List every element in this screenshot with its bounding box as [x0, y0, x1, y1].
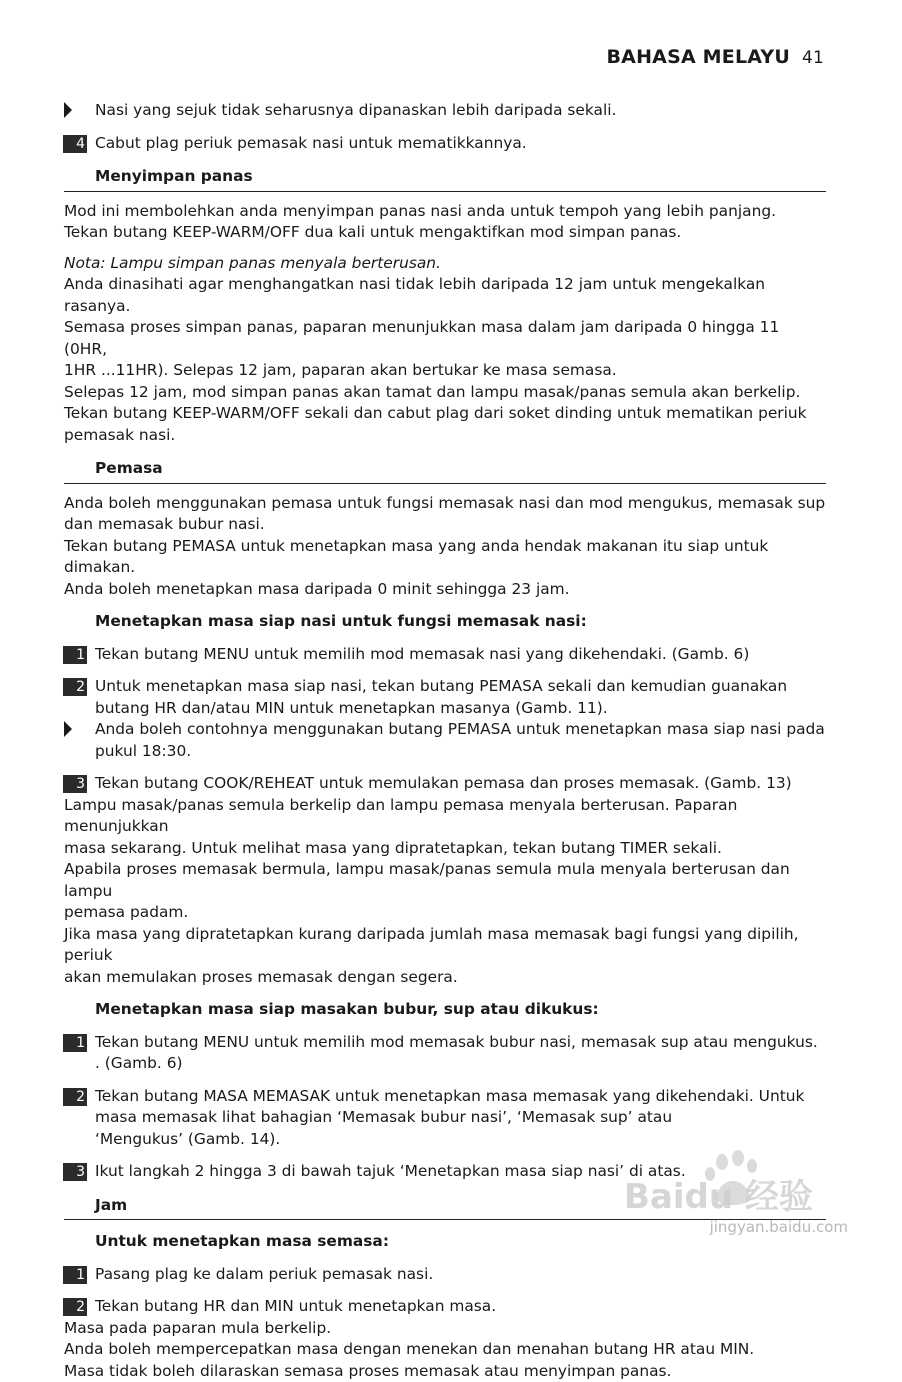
text-line: Masa tidak boleh dilaraskan semasa proses memasak atau menyimpan panas. — [64, 1361, 826, 1382]
text-line: Semasa proses simpan panas, paparan menunjukkan masa dalam jam daripada 0 hingga 11 (0HR, — [64, 317, 826, 360]
text-line: Mod ini membolehkan anda menyimpan panas nasi anda untuk tempoh yang lebih panjang. — [64, 201, 826, 223]
paragraph — [64, 253, 826, 447]
text-line: Anda boleh menggunakan pemasa untuk fungsi memasak nasi dan mod mengukus, memasak sup — [64, 493, 826, 515]
text-line: Tekan butang KEEP-WARM/OFF dua kali untuk mengaktifkan mod simpan panas. — [64, 222, 826, 244]
note-text: Nota: Lampu simpan panas menyala berterusan. — [64, 253, 826, 275]
step-item — [64, 133, 826, 155]
text-line: Selepas 12 jam, mod simpan panas akan tamat dan lampu masak/panas semula akan berkelip. — [64, 382, 826, 404]
step-text: masa memasak lihat bahagian ‘Memasak bubur nasi’, ‘Memasak sup’ atau — [95, 1107, 826, 1129]
text-line: Tekan butang PEMASA untuk menetapkan masa yang anda hendak makanan itu siap untuk dimakan. — [64, 536, 826, 579]
text-line: Anda boleh mempercepatkan masa dengan menekan dan menahan butang HR atau MIN. — [64, 1339, 826, 1361]
page-number: 41 — [802, 48, 824, 68]
watermark-brand: Baidu 经验 — [624, 1177, 813, 1217]
step-text: ‘Mengukus’ (Gamb. 14). — [95, 1129, 826, 1151]
paragraph — [64, 795, 826, 989]
text-line: Tekan butang KEEP-WARM/OFF sekali dan cabut plag dari soket dinding untuk mematikan periuk — [64, 403, 826, 425]
step-number: 3 — [63, 1163, 87, 1181]
paragraph — [64, 1318, 826, 1382]
step-number: 3 — [63, 775, 87, 793]
bullet-item — [64, 100, 826, 122]
step-text: Tekan butang HR dan MIN untuk menetapkan masa. — [95, 1297, 496, 1315]
step-number: 2 — [63, 1088, 87, 1106]
step-number: 1 — [63, 1034, 87, 1052]
step-text: Ikut langkah 2 hingga 3 di bawah tajuk ‘Menetapkan masa siap nasi’ di atas. — [95, 1162, 686, 1180]
step-text: . (Gamb. 6) — [95, 1053, 826, 1075]
text-line: masa sekarang. Untuk melihat masa yang dipratetapkan, tekan butang TIMER sekali. — [64, 838, 826, 860]
bullet-text: pukul 18:30. — [95, 741, 826, 763]
text-line: pemasak nasi. — [64, 425, 826, 447]
step-text: Tekan butang MENU untuk memilih mod memasak bubur nasi, memasak sup atau mengukus. — [95, 1032, 826, 1054]
bullet-text: Nasi yang sejuk tidak seharusnya dipanaskan lebih daripada sekali. — [95, 101, 616, 119]
step-number: 4 — [63, 135, 87, 153]
step-text: Pasang plag ke dalam periuk pemasak nasi. — [95, 1265, 433, 1283]
text-line: Masa pada paparan mula berkelip. — [64, 1318, 826, 1340]
step-number: 1 — [63, 1266, 87, 1284]
step-item — [64, 1086, 826, 1151]
step-text: Untuk menetapkan masa siap nasi, tekan butang PEMASA sekali dan kemudian guanakan — [95, 676, 826, 698]
section-heading: Jam — [64, 1195, 826, 1221]
paragraph — [64, 201, 826, 244]
text-line: Anda boleh menetapkan masa daripada 0 minit sehingga 23 jam. — [64, 579, 826, 601]
page-header — [606, 46, 824, 68]
section-heading: Pemasa — [64, 458, 826, 484]
subheading: Menetapkan masa siap nasi untuk fungsi memasak nasi: — [64, 611, 826, 633]
text-line: pemasa padam. — [64, 902, 826, 924]
step-number: 2 — [63, 1298, 87, 1316]
step-text: Cabut plag periuk pemasak nasi untuk mematikkannya. — [95, 134, 527, 152]
step-text: Tekan butang COOK/REHEAT untuk memulakan pemasa dan proses memasak. (Gamb. 13) — [95, 774, 792, 792]
text-line: Anda dinasihati agar menghangatkan nasi tidak lebih daripada 12 jam untuk mengekalkan rasanya. — [64, 274, 826, 317]
language-title: BAHASA MELAYU — [606, 46, 789, 68]
bullet-icon — [64, 102, 72, 118]
bullet-item — [64, 719, 826, 762]
section-heading: Menyimpan panas — [64, 166, 826, 192]
step-text: Tekan butang MENU untuk memilih mod memasak nasi yang dikehendaki. (Gamb. 6) — [95, 645, 749, 663]
text-line: dan memasak bubur nasi. — [64, 514, 826, 536]
step-item — [64, 644, 826, 666]
text-line: Lampu masak/panas semula berkelip dan lampu pemasa menyala berterusan. Paparan menunjukkan — [64, 795, 826, 838]
text-line: akan memulakan proses memasak dengan segera. — [64, 967, 826, 989]
step-item — [64, 1264, 826, 1286]
subheading: Menetapkan masa siap masakan bubur, sup atau dikukus: — [64, 999, 826, 1021]
paragraph — [64, 493, 826, 601]
text-line: Apabila proses memasak bermula, lampu masak/panas semula mula menyala berterusan dan lampu — [64, 859, 826, 902]
step-text: Tekan butang MASA MEMASAK untuk menetapkan masa memasak yang dikehendaki. Untuk — [95, 1086, 826, 1108]
step-item — [64, 1032, 826, 1075]
bullet-text: Anda boleh contohnya menggunakan butang PEMASA untuk menetapkan masa siap nasi pada — [95, 719, 826, 741]
text-line: 1HR ...11HR). Selepas 12 jam, paparan akan bertukar ke masa semasa. — [64, 360, 826, 382]
step-item — [64, 676, 826, 719]
step-item — [64, 773, 826, 795]
subheading: Untuk menetapkan masa semasa: — [64, 1231, 826, 1253]
bullet-icon — [64, 721, 72, 737]
step-item — [64, 1296, 826, 1318]
step-number: 2 — [63, 678, 87, 696]
step-number: 1 — [63, 646, 87, 664]
text-line: Jika masa yang dipratetapkan kurang daripada jumlah masa memasak bagi fungsi yang dipilih, periuk — [64, 924, 826, 967]
watermark-url: jingyan.baidu.com — [710, 1218, 848, 1236]
step-text: butang HR dan/atau MIN untuk menetapkan masanya (Gamb. 11). — [95, 698, 826, 720]
